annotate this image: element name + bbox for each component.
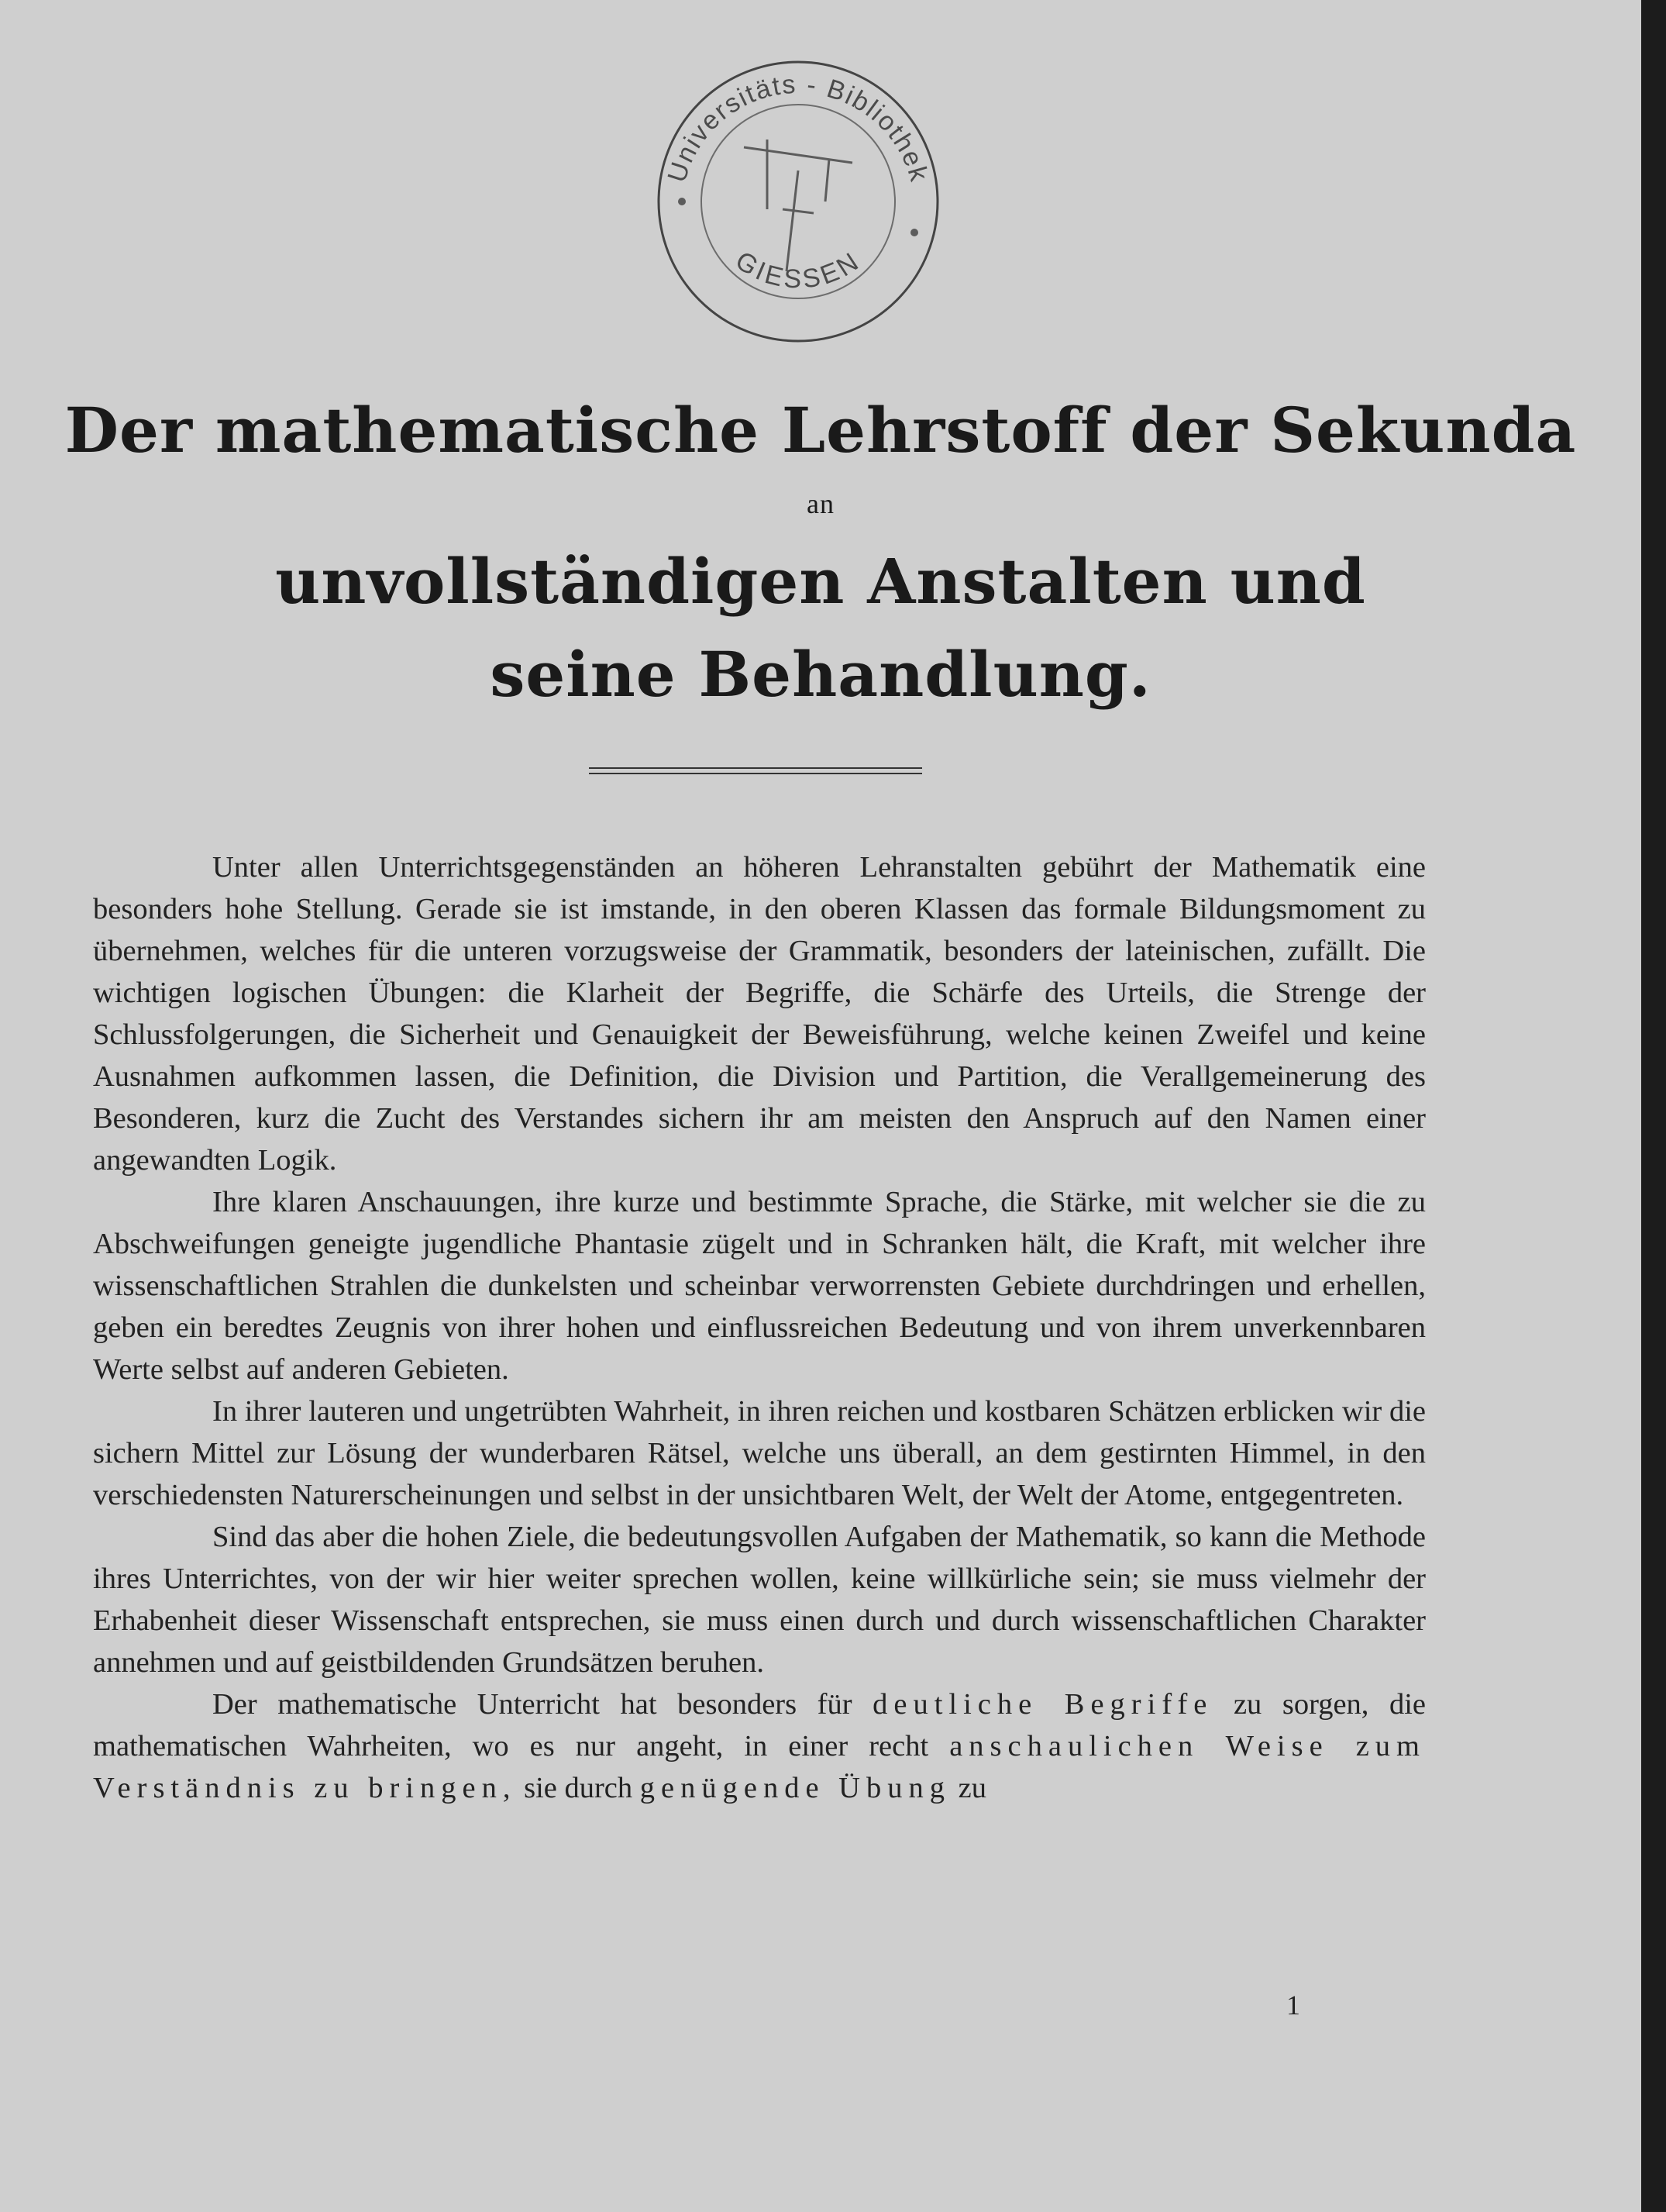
stamp-text-bottom: GIESSEN: [730, 245, 866, 295]
scan-edge: [1641, 0, 1666, 2212]
title-connector: an: [807, 488, 835, 519]
title-line-2: unvollständigen Anstalten und: [275, 545, 1366, 618]
stamp-text-top: Universitäts - Bibliothek: [662, 69, 935, 186]
paragraph-1: Unter allen Unterrichtsgegenständen an höheren Lehranstalten gebührt der Mathematik eine besonders hohe Stellung. Gerade sie ist imstande, in den oberen Klassen das formale Bildungsmoment zu übernehmen, welches für die unteren vorzugsweise der Grammatik, besonders der lateinischen, zufällt. Die wichtigen logischen Übungen: die Klarheit der Begriffe, die Schärfe des Urteils, die Strenge der Schlussfolgerungen, die Sicherheit und Genauigkeit der Beweisführung, welche keinen Zweifel und keine Ausnahmen aufkommen lassen, die Definition, die Division und Partition, die Verallgemeinerung des Besonderen, kurz die Zucht des Verstandes sichern ihr am meisten den Anspruch auf den Namen einer angewandten Logik.: [93, 851, 1426, 1177]
body-text: [93, 846, 1426, 1809]
page-number: 1: [1286, 1990, 1300, 2021]
stamp-emblem-icon: [744, 140, 852, 271]
svg-text:Universitäts - Bibliothek: [662, 70, 934, 186]
paragraph-4: Sind das aber die hohen Ziele, die bedeutungsvollen Aufgaben der Mathematik, so kann die Methode ihres Unterrichtes, von der wir hier weiter sprechen wollen, keine willkürliche sein; sie muss vielmehr der Erhabenheit dieser Wissenschaft entsprechen, sie muss einen durch und durch wissenschaftlichen Charakter annehmen und auf geistbildenden Grundsätzen beruhen.: [93, 1521, 1426, 1679]
library-stamp: [651, 54, 945, 349]
paragraph-2: Ihre klaren Anschauungen, ihre kurze und bestimmte Sprache, die Stärke, mit welcher sie die zu Abschweifungen geneigte jugendliche Phantasie zügelt und in Schranken hält, die Kraft, mit welcher ihre wissenschaftlichen Strahlen die dunkelsten und scheinbar verworrensten Gebiete durchdringen und erhellen, geben ein beredtes Zeugnis von ihrer hohen und einflussreichen Bedeutung und von ihrem unverkennbaren Werte selbst auf anderen Gebieten.: [93, 1186, 1426, 1386]
p5-text-c: sie durch: [524, 1772, 633, 1804]
paragraph-3: In ihrer lauteren und ungetrübten Wahrheit, in ihren reichen und kostbaren Schätzen erblicken wir die sichern Mittel zur Lösung der wunderbaren Rätsel, welche uns überall, an dem gestirnten Himmel, in den verschiedensten Naturerscheinungen und selbst in der unsichtbaren Welt, der Welt der Atome, entgegentreten.: [93, 1395, 1426, 1511]
p5-emphasis-1: deutliche Begriffe: [873, 1688, 1213, 1721]
p5-text-a: Der mathematische Unterricht hat besonders für: [212, 1688, 852, 1721]
p5-text-b: zu sorgen, die mathematischen Wahrheiten, wo es nur angeht, in einer recht: [93, 1688, 1427, 1762]
p5-emphasis-3: genügende Übung: [639, 1772, 951, 1804]
svg-text:GIESSEN: [730, 246, 866, 295]
p5-emphasis-2: anschaulichen Weise zum Verständnis zu bringen,: [93, 1730, 1426, 1804]
title-line-1: Der mathematische Lehrstoff der Sekunda: [64, 394, 1577, 467]
title-divider: [589, 767, 922, 774]
title-line-3: seine Behandlung.: [490, 638, 1151, 711]
paragraph-5: [93, 1683, 1426, 1809]
p5-text-d: zu: [958, 1772, 986, 1804]
